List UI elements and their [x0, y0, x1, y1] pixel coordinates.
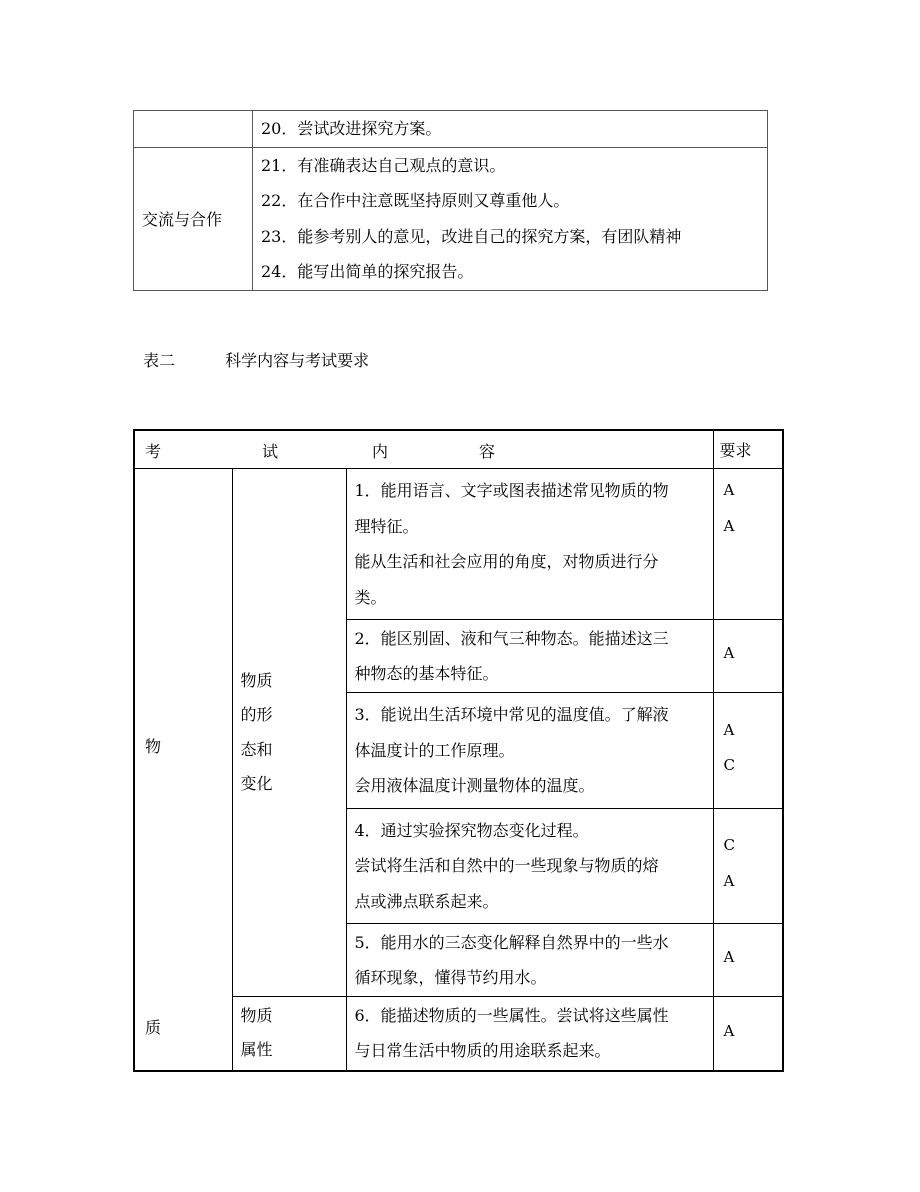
list-item: 23．能参考别人的意见，改进自己的探究方案，有团队精神 [261, 226, 682, 246]
subcategory-cell: 物质 属性 [232, 997, 346, 1071]
content-cell: 1．能用语言、文字或图表描述常见物质的物 理特征。 能从生活和社会应用的角度，对物质进行分 类。 [346, 469, 713, 620]
content-cell: 6．能描述物质的一些属性。尝试将这些属性 与日常生活中物质的用途联系起来。 [346, 997, 713, 1071]
category-cell-empty [134, 111, 253, 148]
requirement-cell: A C [713, 693, 783, 809]
header-requirement: 要求 [713, 430, 783, 469]
main-category-char-2: 质 [145, 1017, 162, 1037]
content-cell: 4．通过实验探究物态变化过程。 尝试将生活和自然中的一些现象与物质的熔 点或沸点联系起来。 [346, 808, 713, 924]
science-content-table [133, 429, 784, 1072]
item-cell: 20．尝试改进探究方案。 [253, 111, 768, 148]
caption-label: 表二 [143, 351, 176, 370]
list-item: 22．在合作中注意既坚持原则又尊重他人。 [261, 191, 570, 210]
main-category-cell [134, 469, 232, 1071]
requirement-cell: A A [713, 469, 783, 620]
header-char-1: 考 [145, 442, 162, 461]
requirement-cell: C A [713, 808, 783, 924]
requirement-cell: A [713, 997, 783, 1071]
header-char-2: 试 [262, 442, 279, 461]
content-cell: 2．能区别固、液和气三种物态。能描述这三 种物态的基本特征。 [346, 620, 713, 693]
list-item: 24．能写出简单的探究报告。 [261, 262, 474, 281]
inquiry-skills-table [133, 110, 768, 291]
requirement-cell: A [713, 620, 783, 693]
category-cell: 交流与合作 [134, 147, 253, 290]
header-char-4: 容 [479, 442, 496, 461]
content-cell: 5．能用水的三态变化解释自然界中的一些水 循环现象，懂得节约用水。 [346, 924, 713, 997]
subcategory-cell: 物质 的形 态和 变化 [232, 469, 346, 997]
main-category-char-1: 物 [145, 736, 162, 756]
requirement-cell: A [713, 924, 783, 997]
header-content [134, 430, 713, 469]
header-char-3: 内 [372, 442, 389, 461]
caption-title: 科学内容与考试要求 [225, 351, 370, 370]
item-cell [253, 147, 768, 290]
table-caption [133, 329, 369, 371]
content-cell: 3．能说出生活环境中常见的温度值。了解液 体温度计的工作原理。 会用液体温度计测量物体的温度。 [346, 693, 713, 809]
list-item: 21．有准确表达自己观点的意识。 [261, 155, 506, 175]
